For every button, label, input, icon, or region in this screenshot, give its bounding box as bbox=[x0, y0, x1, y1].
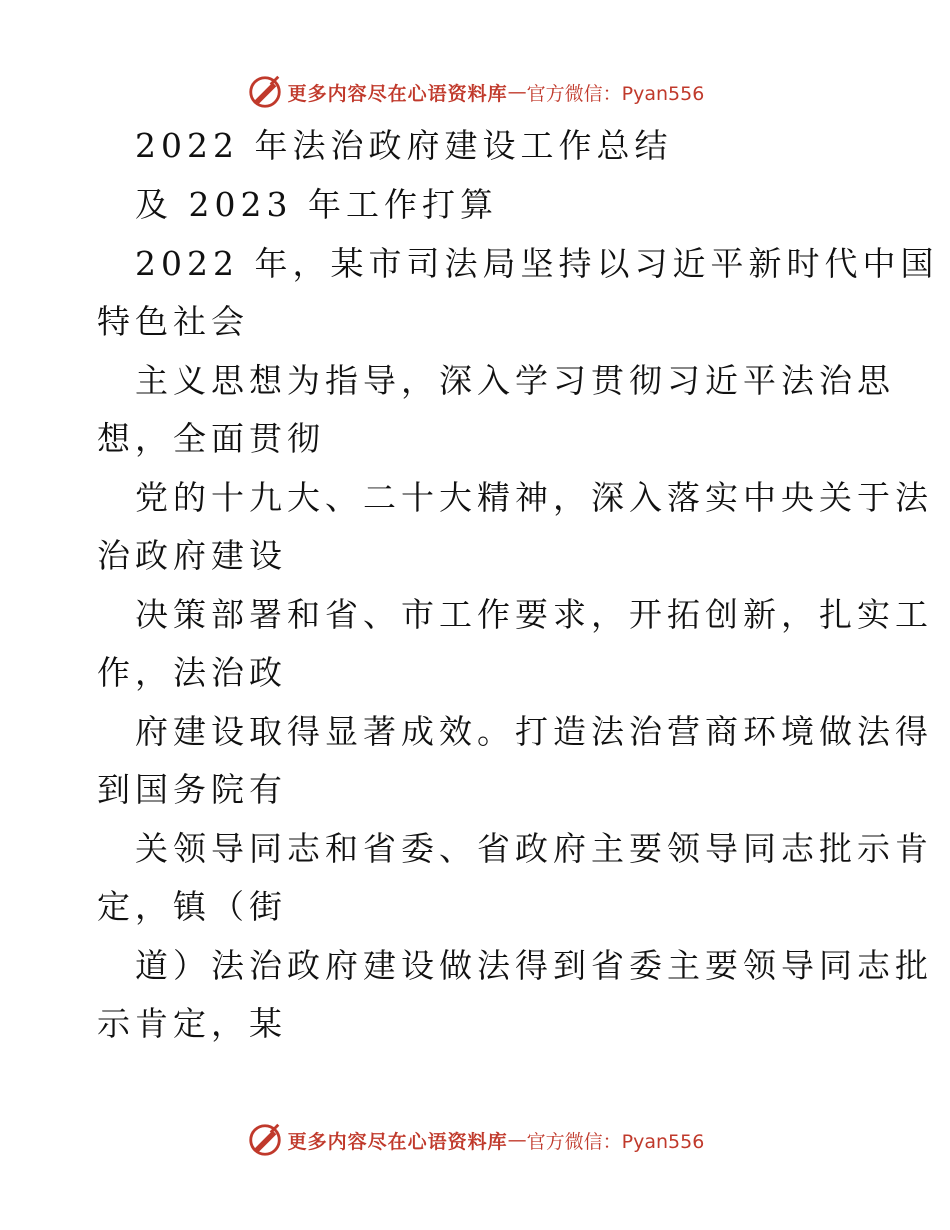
doc-text-line: 想，全面贯彻 bbox=[97, 419, 325, 458]
watermark-banner-bottom bbox=[0, 1120, 950, 1160]
doc-text-line: 党的十九大、二十大精神，深入落实中央关于法 bbox=[135, 478, 933, 517]
doc-text-line: 2022 年，某市司法局坚持以习近平新时代中国 bbox=[135, 244, 939, 283]
doc-text-line: 决策部署和省、市工作要求，开拓创新，扎实工 bbox=[135, 595, 933, 634]
watermark-site-text: 更多内容尽在心语资料库 bbox=[287, 82, 508, 105]
doc-title-line-2: 及 2023 年工作打算 bbox=[135, 185, 498, 224]
doc-text-line: 到国务院有 bbox=[97, 770, 287, 809]
pen-logo-icon bbox=[246, 73, 284, 111]
watermark-wechat-text: 官方微信：Pyan556 bbox=[526, 1130, 705, 1153]
watermark-wechat-text: 官方微信：Pyan556 bbox=[526, 82, 705, 105]
watermark-banner-top bbox=[0, 72, 950, 112]
doc-text-line: 府建设取得显著成效。打造法治营商环境做法得 bbox=[135, 712, 933, 751]
watermark-site-text: 更多内容尽在心语资料库 bbox=[287, 1130, 508, 1153]
doc-text-line: 特色社会 bbox=[97, 302, 249, 341]
watermark-separator: — bbox=[507, 81, 527, 103]
doc-text-line: 示肯定，某 bbox=[97, 1004, 287, 1043]
pen-logo-icon bbox=[246, 1121, 284, 1159]
doc-text-line: 定，镇（街 bbox=[97, 887, 287, 926]
doc-text-line: 治政府建设 bbox=[97, 536, 287, 575]
doc-text-line: 作，法治政 bbox=[97, 653, 287, 692]
doc-text-line: 关领导同志和省委、省政府主要领导同志批示肯 bbox=[135, 829, 933, 868]
doc-title-line-1: 2022 年法治政府建设工作总结 bbox=[135, 126, 673, 165]
doc-text-line: 主义思想为指导，深入学习贯彻习近平法治思 bbox=[135, 361, 895, 400]
doc-text-line: 道）法治政府建设做法得到省委主要领导同志批 bbox=[135, 946, 933, 985]
watermark-separator: — bbox=[507, 1129, 527, 1151]
